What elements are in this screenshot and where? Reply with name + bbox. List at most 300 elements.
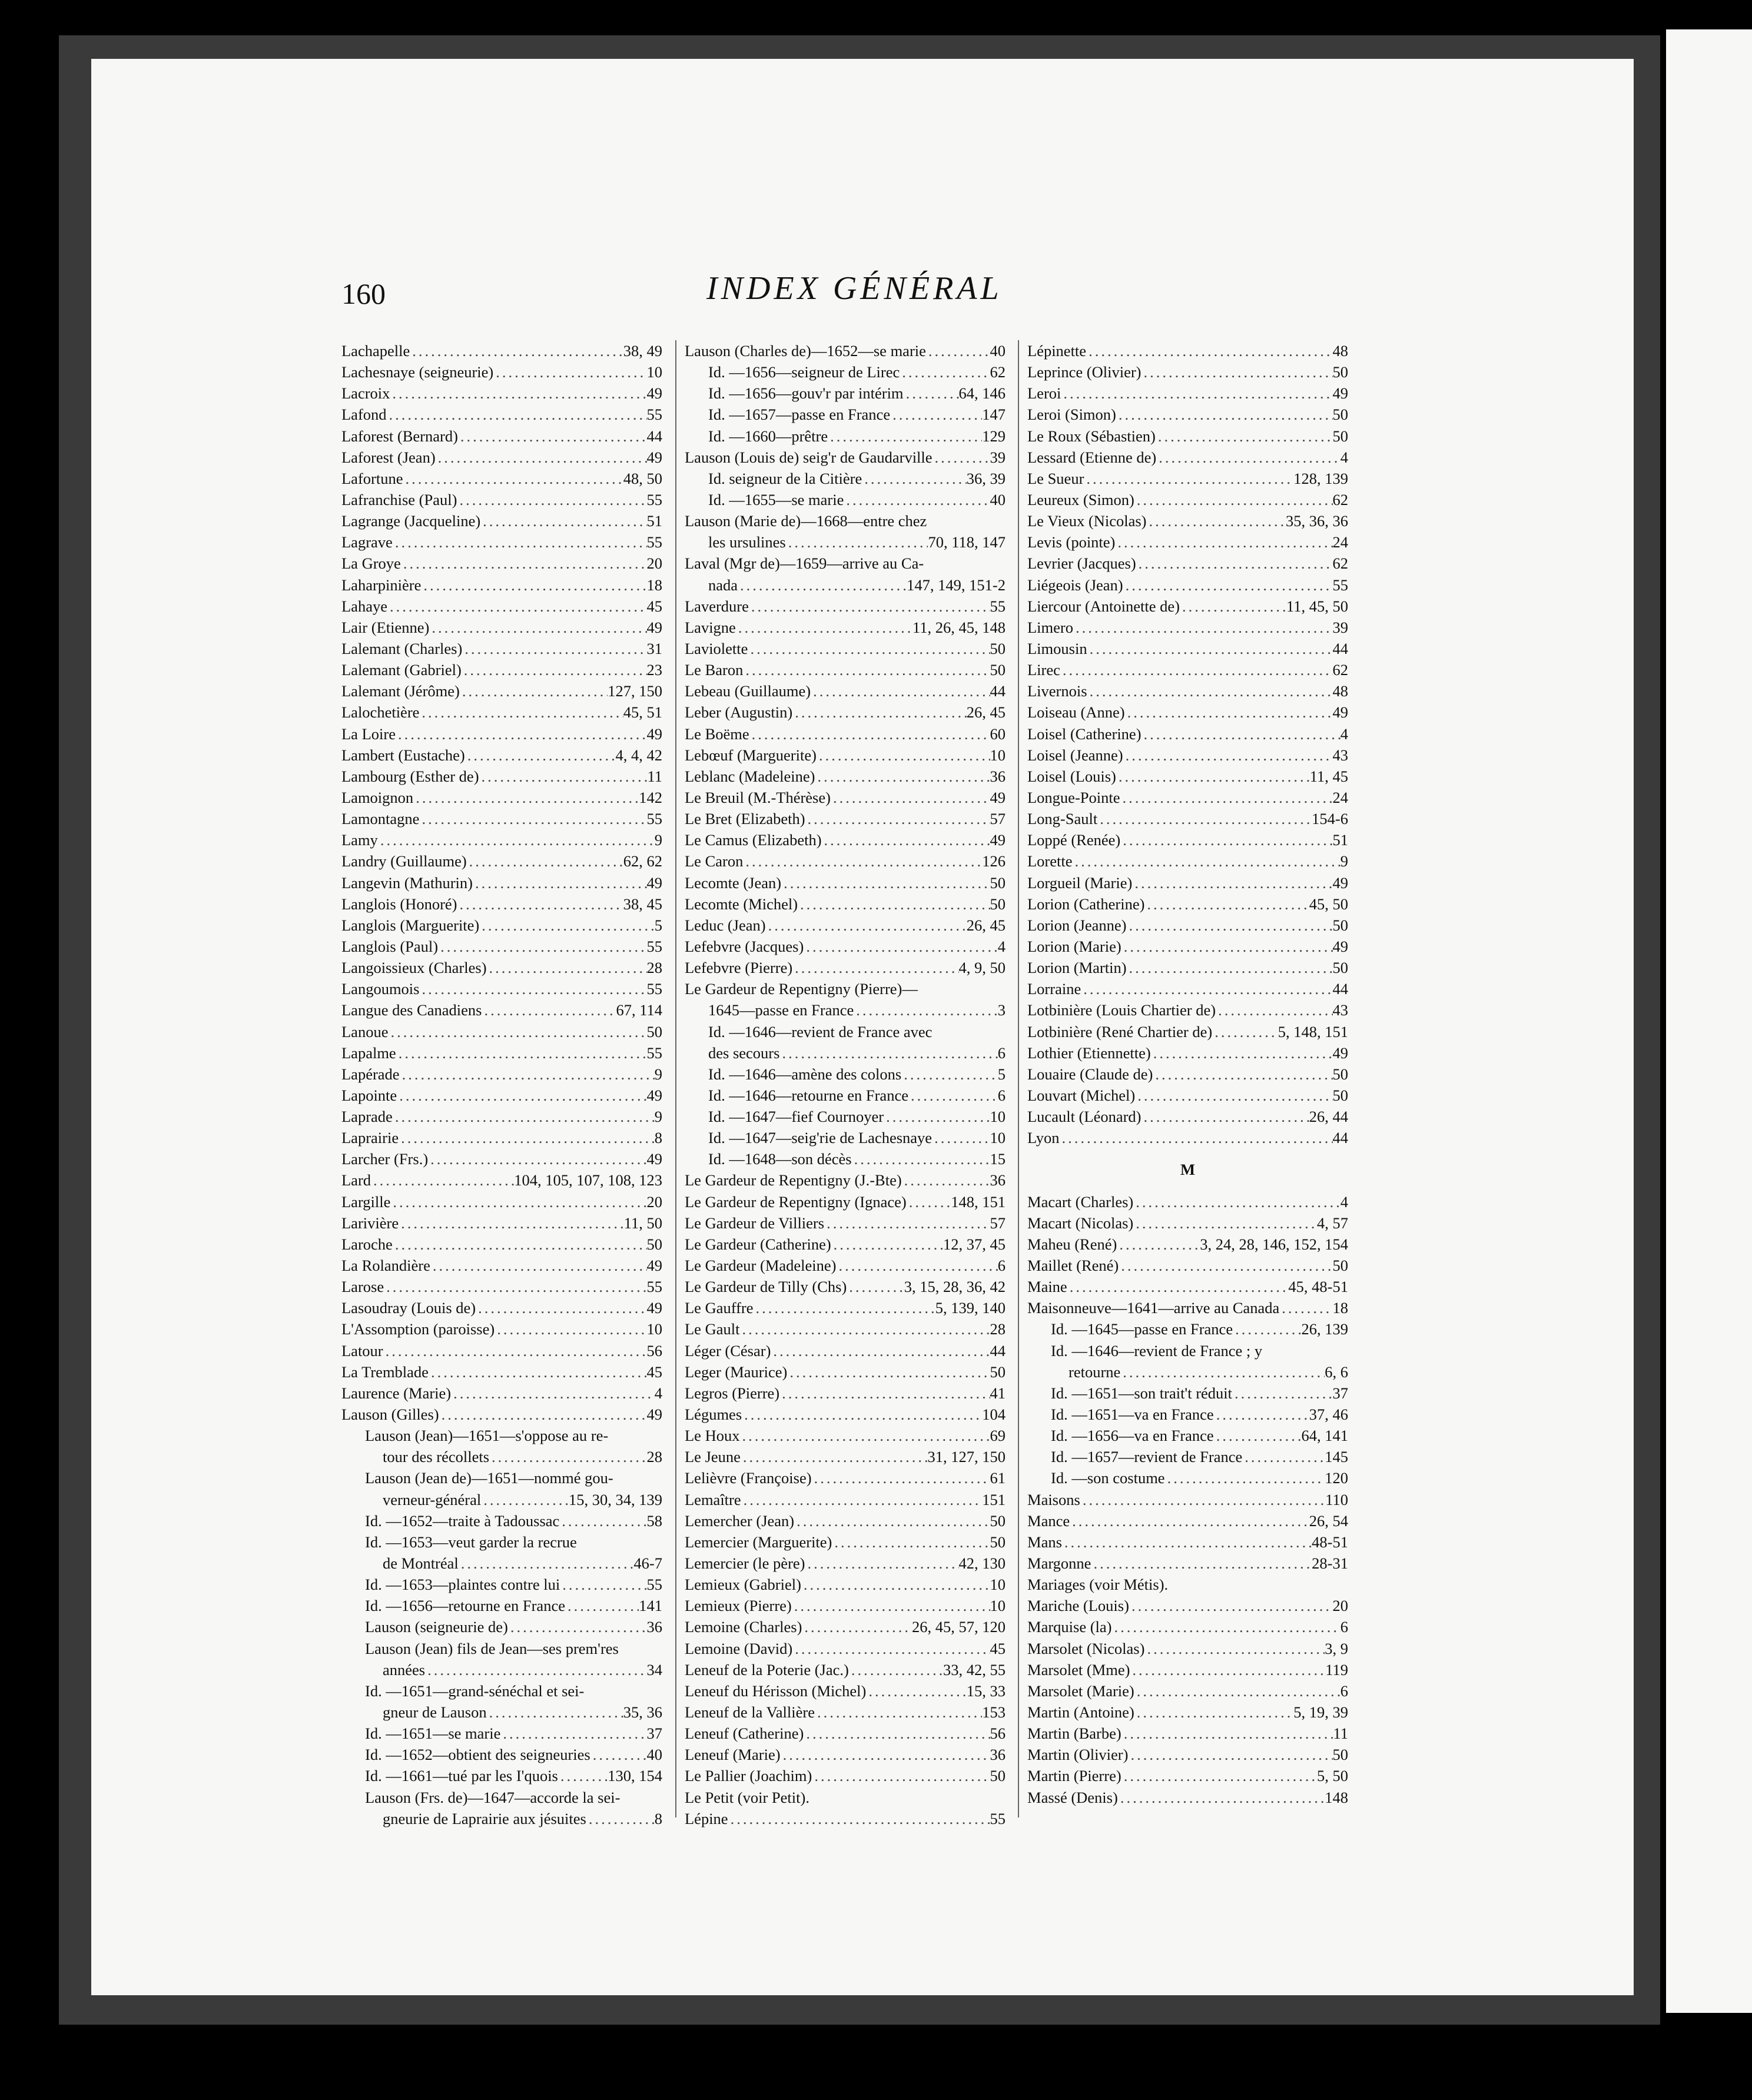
- entry-name: Lachesnaye (seigneurie): [341, 363, 494, 381]
- leader-dots: [508, 1616, 647, 1637]
- entry-pages: 41: [990, 1384, 1006, 1402]
- index-entry: [1027, 426, 1348, 447]
- entry-pages: 50: [646, 1022, 662, 1041]
- entry-name: Lemoine (David): [685, 1639, 793, 1657]
- index-entry: [341, 1106, 662, 1127]
- leader-dots: [1084, 468, 1293, 489]
- entry-pages: 64, 146: [958, 384, 1006, 403]
- entry-pages: 45: [990, 1639, 1006, 1657]
- page-title: INDEX GÉNÉRAL: [706, 270, 1003, 307]
- entry-name: Leureux (Simon): [1027, 490, 1134, 509]
- entry-name: Id. —1656—gouv'r par intérim: [708, 384, 904, 403]
- leader-dots: [828, 426, 982, 447]
- index-entry: [685, 893, 1006, 915]
- leader-dots: [390, 1191, 646, 1212]
- entry-name: gneurie de Laprairie aux jésuites: [383, 1809, 586, 1827]
- entry-name: Langoumois: [341, 980, 420, 998]
- entry-pages: 50: [1332, 1257, 1348, 1275]
- entry-pages: 36: [990, 1746, 1006, 1764]
- leader-dots: [388, 1021, 646, 1042]
- leader-dots: [884, 1106, 990, 1127]
- leader-dots: [460, 680, 608, 702]
- leader-dots: [1180, 596, 1286, 617]
- leader-dots: [430, 1255, 647, 1276]
- leader-dots: [1073, 850, 1340, 872]
- leader-dots: [1136, 553, 1333, 574]
- index-entry: [1027, 745, 1348, 766]
- index-entry: [1027, 1106, 1348, 1127]
- entry-name: Laprade: [341, 1108, 393, 1126]
- leader-dots: [371, 1169, 514, 1191]
- entry-name: Le Petit (voir Petit).: [685, 1788, 809, 1806]
- index-entry: [1027, 680, 1348, 702]
- entry-pages: 8: [654, 1129, 662, 1147]
- index-entry: [685, 1318, 1006, 1340]
- entry-name: Martin (Barbe): [1027, 1724, 1121, 1743]
- leader-dots: [743, 850, 982, 872]
- index-entry: [1027, 404, 1348, 425]
- index-entry: [341, 1638, 662, 1659]
- leader-dots: [739, 1318, 990, 1340]
- entry-name: La Loire: [341, 725, 396, 743]
- index-entry: [685, 1680, 1006, 1702]
- entry-pages: 37, 46: [1309, 1405, 1348, 1424]
- entry-pages: 15: [990, 1150, 1006, 1168]
- leader-dots: [390, 383, 646, 404]
- leader-dots: [1216, 999, 1332, 1021]
- entry-name: Massé (Denis): [1027, 1788, 1118, 1806]
- entry-name: Lauson (Louis de) seig'r de Gaudarville: [685, 448, 933, 466]
- leader-dots: [428, 1148, 646, 1169]
- leader-dots: [1134, 1680, 1340, 1702]
- entry-pages: 6: [1340, 1618, 1348, 1636]
- entry-name: Lafranchise (Paul): [341, 490, 457, 509]
- leader-dots: [900, 361, 990, 383]
- index-entry: [685, 787, 1006, 808]
- leader-dots: [1142, 1106, 1309, 1127]
- index-entry: [1027, 596, 1348, 617]
- index-entry: [685, 978, 1006, 999]
- index-entry: [685, 1765, 1006, 1786]
- leader-dots: [1073, 617, 1333, 638]
- entry-name: Leroi (Simon): [1027, 406, 1116, 424]
- leader-dots: [794, 1510, 990, 1531]
- entry-pages: 6: [1340, 1682, 1348, 1700]
- entry-pages: 6, 6: [1325, 1363, 1348, 1381]
- index-entry: [1027, 808, 1348, 829]
- entry-pages: 35, 36, 36: [1286, 512, 1348, 530]
- entry-pages: 28: [646, 1448, 662, 1466]
- leader-dots: [1212, 1021, 1278, 1042]
- entry-name: Id. —1653—veut garder la recrue: [365, 1533, 577, 1551]
- entry-pages: 40: [990, 490, 1006, 509]
- entry-name: Le Gauffre: [685, 1299, 754, 1317]
- entry-name: Loisel (Catherine): [1027, 725, 1142, 743]
- index-entry: [341, 1659, 662, 1680]
- entry-pages: 24: [1332, 533, 1348, 551]
- leader-dots: [766, 915, 967, 936]
- entry-name: tour des récollets: [383, 1448, 490, 1466]
- leader-dots: [1087, 680, 1333, 702]
- index-entry: [1027, 1680, 1348, 1702]
- leader-dots: [1135, 1085, 1332, 1106]
- index-entry: [341, 1553, 662, 1574]
- index-entry: [341, 1765, 662, 1786]
- entry-pages: 50: [990, 873, 1006, 892]
- leader-dots: [804, 936, 997, 957]
- index-entry: [1027, 531, 1348, 553]
- leader-dots: [1279, 1297, 1332, 1318]
- entry-pages: 15, 30, 34, 139: [569, 1490, 662, 1508]
- leader-dots: [420, 978, 647, 999]
- entry-name: Lavigne: [685, 618, 736, 636]
- index-entry: [685, 1446, 1006, 1467]
- index-entry: [341, 1383, 662, 1404]
- entry-name: Leneuf de la Poterie (Jac.): [685, 1660, 849, 1679]
- entry-name: Lotbinière (Louis Chartier de): [1027, 1001, 1216, 1019]
- entry-name: Maine: [1027, 1278, 1067, 1296]
- entry-name: Lalemant (Charles): [341, 639, 463, 657]
- index-entry: [1027, 1383, 1348, 1404]
- entry-pages: 4: [1340, 448, 1348, 466]
- entry-name: Leneuf (Catherine): [685, 1724, 804, 1743]
- index-entry: [341, 1425, 662, 1446]
- index-entry: [685, 468, 1006, 489]
- index-entry: [341, 1744, 662, 1765]
- entry-pages: 44: [1332, 980, 1348, 998]
- entry-pages: 50: [990, 1511, 1006, 1530]
- index-entry: [685, 1595, 1006, 1616]
- index-entry: [341, 1531, 662, 1553]
- leader-dots: [1129, 1595, 1333, 1616]
- leader-dots: [1133, 1212, 1317, 1234]
- leader-dots: [908, 1085, 998, 1106]
- leader-dots: [890, 404, 982, 425]
- index-entry: [685, 489, 1006, 510]
- index-entry: [341, 1297, 662, 1318]
- leader-dots: [1123, 574, 1333, 596]
- entry-name: Larcher (Frs.): [341, 1150, 429, 1168]
- entry-name: Mariche (Louis): [1027, 1597, 1129, 1615]
- index-entry: [1027, 978, 1348, 999]
- entry-name: Maheu (René): [1027, 1235, 1117, 1253]
- leader-dots: [753, 1297, 935, 1318]
- entry-pages: 15, 33: [966, 1682, 1006, 1700]
- leader-dots: [1130, 1659, 1325, 1680]
- index-entry: [1027, 659, 1348, 680]
- leader-dots: [804, 1723, 990, 1744]
- entry-pages: 120: [1325, 1469, 1348, 1487]
- index-entry: [341, 1042, 662, 1064]
- entry-pages: 60: [990, 725, 1006, 743]
- entry-name: gneur de Lauson: [383, 1703, 487, 1721]
- entry-name: Loisel (Jeanne): [1027, 746, 1123, 764]
- index-entry: [1027, 383, 1348, 404]
- entry-name: Lambourg (Esther de): [341, 767, 479, 785]
- entry-name: Landry (Guillaume): [341, 852, 467, 870]
- leader-dots: [462, 659, 647, 680]
- index-entry: [685, 1616, 1006, 1637]
- leader-dots: [462, 638, 646, 659]
- entry-name: Le Breuil (M.-Thérèse): [685, 788, 831, 806]
- entry-pages: 49: [646, 1299, 662, 1317]
- entry-name: Lemieux (Gabriel): [685, 1576, 801, 1594]
- entry-pages: 10: [990, 1108, 1006, 1126]
- entry-name: Lorraine: [1027, 980, 1081, 998]
- index-entry: [1027, 1723, 1348, 1744]
- entry-pages: 49: [1332, 384, 1348, 403]
- entry-pages: 49: [646, 873, 662, 892]
- index-entry: [1027, 574, 1348, 596]
- leader-dots: [396, 1042, 647, 1064]
- index-entry: [1027, 1638, 1348, 1659]
- entry-pages: 12, 37, 45: [943, 1235, 1006, 1253]
- entry-pages: 3, 15, 28, 36, 42: [904, 1278, 1006, 1296]
- entry-pages: 8: [654, 1809, 662, 1827]
- entry-pages: 10: [990, 1129, 1006, 1147]
- entry-pages: 50: [1332, 363, 1348, 381]
- leader-dots: [811, 680, 990, 702]
- entry-name: Le Boëme: [685, 725, 749, 743]
- index-entry: [341, 1467, 662, 1488]
- entry-pages: 9: [654, 831, 662, 849]
- entry-name: Laurence (Marie): [341, 1384, 452, 1402]
- index-entry: [341, 1787, 662, 1808]
- index-entry: [685, 1404, 1006, 1425]
- leader-dots: [1061, 383, 1332, 404]
- entry-name: Lapalme: [341, 1044, 396, 1062]
- entry-name: Liercour (Antoinette de): [1027, 597, 1180, 615]
- entry-pages: 5: [654, 916, 662, 934]
- entry-name: Le Gardeur (Catherine): [685, 1235, 831, 1253]
- entry-name: de Montréal: [383, 1554, 459, 1573]
- leader-dots: [457, 893, 623, 915]
- entry-pages: 36: [990, 1171, 1006, 1189]
- index-entry: [685, 850, 1006, 872]
- entry-name: Lamoignon: [341, 788, 414, 806]
- index-entry: [685, 1340, 1006, 1361]
- entry-name: Leber (Augustin): [685, 703, 793, 722]
- index-entry: [341, 723, 662, 745]
- entry-pages: 55: [646, 406, 662, 424]
- entry-name: Lauson (Jean de)—1651—nommé gou-: [365, 1469, 613, 1487]
- leader-dots: [1134, 1702, 1293, 1723]
- entry-pages: 5, 148, 151: [1278, 1022, 1348, 1041]
- entry-pages: 145: [1325, 1448, 1348, 1466]
- leader-dots: [421, 574, 646, 596]
- entry-pages: 11, 45, 50: [1286, 597, 1348, 615]
- leader-dots: [586, 1808, 655, 1829]
- entry-pages: 50: [1332, 959, 1348, 977]
- entry-name: Mance: [1027, 1511, 1070, 1530]
- index-entry: [341, 872, 662, 893]
- index-entry: [1027, 1595, 1348, 1616]
- leader-dots: [792, 702, 967, 723]
- leader-dots: [852, 1148, 990, 1169]
- leader-dots: [792, 1638, 990, 1659]
- entry-name: Lirec: [1027, 661, 1060, 679]
- index-entry: [685, 1234, 1006, 1255]
- entry-name: Id. —1656—va en France: [1051, 1427, 1214, 1445]
- entry-name: Id. —1648—son décès: [708, 1150, 852, 1168]
- entry-pages: 23: [646, 661, 662, 679]
- leader-dots: [1062, 1531, 1312, 1553]
- index-entry: [1027, 1318, 1348, 1340]
- index-entry: [685, 1425, 1006, 1446]
- entry-pages: 56: [646, 1341, 662, 1360]
- index-entry: [685, 936, 1006, 957]
- leader-dots: [495, 1318, 646, 1340]
- entry-pages: 5: [997, 1065, 1006, 1083]
- leader-dots: [479, 766, 648, 787]
- leader-dots: [902, 1169, 990, 1191]
- leader-dots: [802, 1616, 912, 1637]
- index-entry: [1027, 553, 1348, 574]
- leader-dots: [387, 404, 647, 425]
- entry-pages: 4, 57: [1317, 1214, 1348, 1232]
- index-entry: [685, 1255, 1006, 1276]
- leader-dots: [1156, 426, 1333, 447]
- index-column-3: [1027, 340, 1348, 1808]
- index-entry: [341, 553, 662, 574]
- entry-name: Léger (César): [685, 1341, 771, 1360]
- entry-pages: 56: [990, 1724, 1006, 1743]
- entry-name: Langlois (Honoré): [341, 895, 457, 913]
- entry-pages: 5, 50: [1317, 1767, 1348, 1785]
- leader-dots: [1142, 723, 1340, 745]
- leader-dots: [1233, 1318, 1301, 1340]
- entry-name: Id. —1652—obtient des seigneuries: [365, 1746, 590, 1764]
- entry-pages: 55: [646, 1576, 662, 1594]
- entry-pages: 37: [1332, 1384, 1348, 1402]
- entry-pages: 26, 44: [1309, 1108, 1348, 1126]
- entry-name: Lafortune: [341, 469, 403, 487]
- leader-dots: [837, 1255, 998, 1276]
- entry-name: Lambert (Eustache): [341, 746, 465, 764]
- entry-name: Id. —son costume: [1051, 1469, 1165, 1487]
- entry-pages: 44: [1332, 639, 1348, 657]
- column-divider: [675, 340, 676, 1817]
- entry-pages: 50: [990, 1767, 1006, 1785]
- entry-pages: 128, 139: [1293, 469, 1348, 487]
- index-entry: [685, 1702, 1006, 1723]
- leader-dots: [489, 1446, 646, 1467]
- entry-name: Lemercher (Jean): [685, 1511, 795, 1530]
- entry-name: Macart (Charles): [1027, 1192, 1134, 1211]
- entry-name: Le Gardeur de Villiers: [685, 1214, 825, 1232]
- entry-pages: 49: [646, 725, 662, 743]
- index-entry: [341, 510, 662, 531]
- entry-name: Lemoine (Charles): [685, 1618, 802, 1636]
- leader-dots: [1134, 489, 1333, 510]
- entry-name: Lemercier (le père): [685, 1554, 805, 1573]
- entry-name: Langue des Canadiens: [341, 1001, 482, 1019]
- entry-pages: 48, 50: [623, 469, 662, 487]
- index-entry: [685, 531, 1006, 553]
- leader-dots: [413, 787, 639, 808]
- entry-name: Lemieux (Pierre): [685, 1597, 792, 1615]
- leader-dots: [439, 1404, 647, 1425]
- index-entry: [341, 340, 662, 361]
- entry-pages: 45, 48-51: [1288, 1278, 1348, 1296]
- entry-name: Martin (Antoine): [1027, 1703, 1134, 1722]
- entry-name: Lecomte (Jean): [685, 873, 782, 892]
- entry-name: Martin (Pierre): [1027, 1767, 1121, 1785]
- leader-dots: [458, 426, 647, 447]
- leader-dots: [1091, 1553, 1312, 1574]
- entry-name: Marsolet (Nicolas): [1027, 1639, 1145, 1657]
- entry-name: Le Jeune: [685, 1448, 741, 1466]
- entry-pages: 26, 45, 57, 120: [912, 1618, 1006, 1636]
- leader-dots: [786, 531, 928, 553]
- entry-name: Legros (Pierre): [685, 1384, 780, 1402]
- leader-dots: [792, 957, 958, 978]
- leader-dots: [1081, 978, 1332, 999]
- entry-name: 1645—passe en France: [708, 1001, 854, 1019]
- leader-dots: [467, 850, 623, 872]
- entry-pages: 141: [639, 1597, 662, 1615]
- entry-name: Id. —1651—son trait't réduit: [1051, 1384, 1233, 1402]
- entry-pages: 26, 45: [966, 916, 1006, 934]
- leader-dots: [926, 340, 990, 361]
- entry-pages: 55: [646, 937, 662, 955]
- index-entry: [685, 1808, 1006, 1829]
- leader-dots: [1112, 1616, 1340, 1637]
- entry-name: L'Assomption (paroisse): [341, 1320, 495, 1338]
- index-entry: [685, 702, 1006, 723]
- index-entry: [685, 1723, 1006, 1744]
- leader-dots: [425, 1659, 646, 1680]
- entry-pages: 42, 130: [958, 1554, 1006, 1573]
- entry-name: années: [383, 1660, 426, 1679]
- entry-pages: 39: [990, 448, 1006, 466]
- entry-name: Mariages (voir Métis).: [1027, 1576, 1169, 1594]
- entry-name: Lauson (Frs. de)—1647—accorde la sei-: [365, 1788, 620, 1806]
- leader-dots: [400, 1064, 655, 1085]
- index-entry: [341, 1212, 662, 1234]
- entry-pages: 28: [990, 1320, 1006, 1338]
- entry-name: Leneuf (Marie): [685, 1746, 781, 1764]
- leader-dots: [393, 1234, 647, 1255]
- leader-dots: [481, 1489, 569, 1510]
- leader-dots: [1067, 1276, 1289, 1297]
- leader-dots: [387, 596, 647, 617]
- index-entry: [1027, 1042, 1348, 1064]
- index-entry: [685, 1042, 1006, 1064]
- entry-name: Maisons: [1027, 1490, 1080, 1508]
- entry-name: Lelièvre (Françoise): [685, 1469, 812, 1487]
- entry-name: Lard: [341, 1171, 371, 1189]
- leader-dots: [1116, 766, 1310, 787]
- index-entry: [685, 1489, 1006, 1510]
- leader-dots: [1120, 829, 1332, 850]
- entry-pages: 4: [997, 937, 1006, 955]
- index-entry: [685, 829, 1006, 850]
- index-entry: [685, 574, 1006, 596]
- index-entry: [685, 1127, 1006, 1148]
- index-entry: [1027, 1765, 1348, 1786]
- leader-dots: [1121, 936, 1333, 957]
- entry-name: Lorion (Jeanne): [1027, 916, 1127, 934]
- entry-pages: 36: [990, 767, 1006, 785]
- entry-name: Livernois: [1027, 682, 1087, 700]
- index-entry: [341, 999, 662, 1021]
- entry-name: Le Sueur: [1027, 469, 1084, 487]
- entry-name: des secours: [708, 1044, 780, 1062]
- entry-name: Laforest (Bernard): [341, 427, 458, 445]
- index-entry: [685, 1064, 1006, 1085]
- entry-name: Levrier (Jacques): [1027, 554, 1136, 573]
